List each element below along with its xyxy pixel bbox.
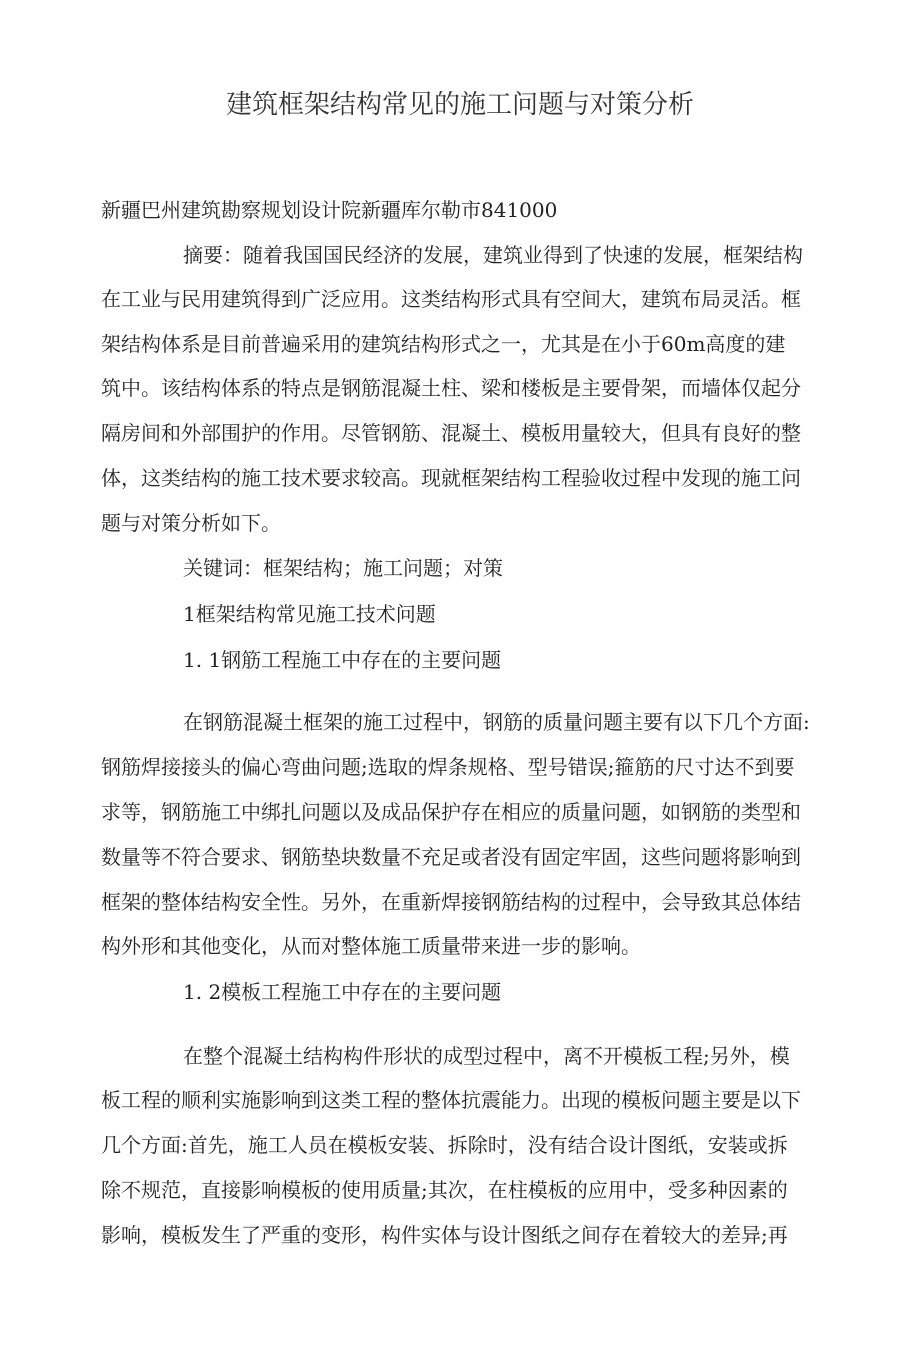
paragraph-line: 除不规范，直接影响模板的使用质量;其次，在柱模板的应用中，受多种因素的 bbox=[101, 1178, 788, 1202]
abstract-line: 体，这类结构的施工技术要求较高。现就框架结构工程验收过程中发现的施工问 bbox=[101, 466, 801, 490]
paragraph-line: 板工程的顺利实施影响到这类工程的整体抗震能力。出现的模板问题主要是以下 bbox=[101, 1088, 801, 1112]
paragraph-line: 构外形和其他变化，从而对整体施工质量带来进一步的影响。 bbox=[101, 934, 641, 958]
abstract-line: 筑中。该结构体系的特点是钢筋混凝土柱、梁和楼板是主要骨架，而墙体仅起分 bbox=[101, 376, 801, 400]
abstract-line: 隔房间和外部围护的作用。尽管钢筋、混凝土、模板用量较大，但具有良好的整 bbox=[101, 421, 801, 445]
section-heading-1-1: 1. 1钢筋工程施工中存在的主要问题 bbox=[183, 648, 502, 672]
paragraph-line: 数量等不符合要求、钢筋垫块数量不充足或者没有固定牢固，这些问题将影响到 bbox=[101, 845, 801, 869]
abstract-line: 摘要：随着我国国民经济的发展，建筑业得到了快速的发展，框架结构 bbox=[183, 243, 803, 267]
paragraph-line: 影响，模板发生了严重的变形，构件实体与设计图纸之间存在着较大的差异;再 bbox=[101, 1223, 788, 1247]
paragraph-line: 钢筋焊接接头的偏心弯曲问题;选取的焊条规格、型号错误;箍筋的尺寸达不到要 bbox=[101, 755, 795, 779]
author-affiliation: 新疆巴州建筑勘察规划设计院新疆库尔勒市841000 bbox=[101, 198, 558, 222]
section-heading-1: 1框架结构常见施工技术问题 bbox=[183, 602, 436, 626]
paragraph-line: 几个方面:首先，施工人员在模板安装、拆除时，没有结合设计图纸，安装或拆 bbox=[101, 1133, 788, 1157]
document-title: 建筑框架结构常见的施工问题与对策分析 bbox=[225, 90, 694, 120]
abstract-line: 架结构体系是目前普遍采用的建筑结构形式之一，尤其是在小于60m高度的建 bbox=[101, 332, 786, 356]
keywords: 关键词：框架结构；施工问题；对策 bbox=[183, 556, 503, 580]
paragraph-line: 求等，钢筋施工中绑扎问题以及成品保护存在相应的质量问题，如钢筋的类型和 bbox=[101, 800, 801, 824]
paragraph-line: 在钢筋混凝土框架的施工过程中，钢筋的质量问题主要有以下几个方面: bbox=[183, 710, 810, 734]
abstract-line: 题与对策分析如下。 bbox=[101, 511, 281, 535]
paragraph-line: 在整个混凝土结构构件形状的成型过程中，离不开模板工程;另外，模 bbox=[183, 1044, 790, 1068]
abstract-line: 在工业与民用建筑得到广泛应用。这类结构形式具有空间大，建筑布局灵活。框 bbox=[101, 287, 801, 311]
paragraph-line: 框架的整体结构安全性。另外，在重新焊接钢筋结构的过程中，会导致其总体结 bbox=[101, 890, 801, 914]
section-heading-1-2: 1. 2模板工程施工中存在的主要问题 bbox=[183, 980, 502, 1004]
